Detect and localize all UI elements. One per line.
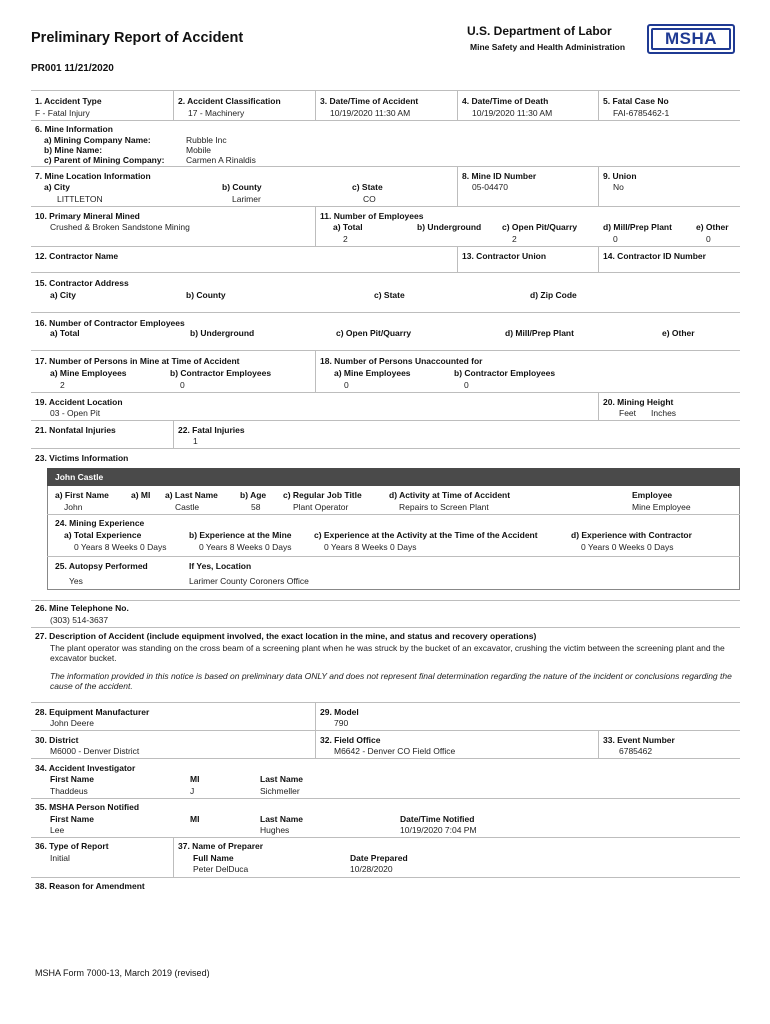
model-value: 790 (334, 718, 349, 728)
county-label: b) County (222, 182, 262, 192)
employees-label: 11. Number of Employees (320, 211, 424, 221)
form-footer: MSHA Form 7000-13, March 2019 (revised) (35, 968, 210, 978)
victim-employee-label: Employee (632, 490, 673, 500)
contractor-other-label: e) Other (662, 328, 695, 338)
victim-first-value: John (64, 502, 83, 512)
emp-open-value: 2 (512, 234, 517, 244)
accident-type-value: F - Fatal Injury (35, 108, 90, 118)
notified-label: 35. MSHA Person Notified (35, 802, 140, 812)
dept-name: U.S. Department of Labor (467, 24, 612, 38)
district-value: M6000 - Denver District (50, 746, 140, 756)
contractor-mill-label: d) Mill/Prep Plant (505, 328, 574, 338)
divider (31, 206, 740, 207)
state-value: CO (363, 194, 376, 204)
persons-contr-emp-label: b) Contractor Employees (170, 368, 272, 378)
victim-name-bar (47, 468, 740, 486)
exp-total-value: 0 Years 8 Weeks 0 Days (74, 542, 167, 552)
unaccounted-mine-label: a) Mine Employees (334, 368, 411, 378)
emp-total-value: 2 (343, 234, 348, 244)
victim-last-label: a) Last Name (165, 490, 218, 500)
notified-last-label: Last Name (260, 814, 303, 824)
divider (31, 837, 740, 838)
victim-job-label: c) Regular Job Title (283, 490, 362, 500)
accident-type-label: 1. Accident Type (35, 96, 102, 106)
unaccounted-contr-value: 0 (464, 380, 469, 390)
victim-name: John Castle (55, 472, 104, 482)
exp-total-label: a) Total Experience (64, 530, 142, 540)
emp-other-label: e) Other (696, 222, 729, 232)
county-value: Larimer (232, 194, 261, 204)
description-text: The plant operator was standing on the cross beam of a screening plant when he was struck by the bucket of an excavator, crushing the victim between the screening plant and the excavator bucket. (50, 643, 725, 663)
contractor-open-label: c) Open Pit/Quarry (336, 328, 412, 338)
divider (31, 90, 740, 91)
divider (47, 514, 740, 515)
report-type-label: 36. Type of Report (35, 841, 109, 851)
victim-age-label: b) Age (240, 490, 267, 500)
exp-contractor-value: 0 Years 0 Weeks 0 Days (581, 542, 674, 552)
contractor-id-label: 14. Contractor ID Number (603, 251, 706, 261)
exp-contractor-label: d) Experience with Contractor (571, 530, 692, 540)
death-datetime-value: 10/19/2020 11:30 AM (472, 108, 553, 118)
contractor-union-label: 13. Contractor Union (462, 251, 547, 261)
msha-logo-text: MSHA (651, 28, 731, 50)
victim-first-label: a) First Name (55, 490, 109, 500)
divider (173, 90, 174, 120)
divider (47, 556, 740, 557)
divider (31, 798, 740, 799)
persons-contr-emp-value: 0 (180, 380, 185, 390)
divider (31, 312, 740, 313)
investigator-label: 34. Accident Investigator (35, 763, 136, 773)
field-office-value: M6642 - Denver CO Field Office (334, 746, 456, 756)
divider (31, 702, 740, 703)
feet-label: Feet (619, 408, 637, 418)
divider (315, 730, 316, 758)
divider (31, 730, 740, 731)
date-prepared-label: Date Prepared (350, 853, 408, 863)
autopsy-label: 25. Autopsy Performed (55, 561, 148, 571)
fatal-value: 1 (193, 436, 198, 446)
msha-logo (647, 24, 735, 54)
model-label: 29. Model (320, 707, 359, 717)
inches-label: Inches (651, 408, 677, 418)
investigator-last-label: Last Name (260, 774, 303, 784)
divider (598, 166, 599, 206)
divider (31, 758, 740, 759)
mine-id-value: 05-04470 (472, 182, 508, 192)
emp-mill-label: d) Mill/Prep Plant (603, 222, 672, 232)
divider (31, 392, 740, 393)
investigator-last-value: Sichmeller (260, 786, 300, 796)
contractor-total-label: a) Total (50, 328, 80, 338)
preparer-full-value: Peter DelDuca (193, 864, 249, 874)
emp-mill-value: 0 (613, 234, 618, 244)
page-title: Preliminary Report of Accident (31, 30, 244, 46)
city-value: LITTLETON (57, 194, 103, 204)
contractor-under-label: b) Underground (190, 328, 255, 338)
fatal-case-label: 5. Fatal Case No (603, 96, 669, 106)
divider (31, 272, 740, 273)
mine-name-value: Mobile (186, 145, 212, 155)
preparer-label: 37. Name of Preparer (178, 841, 264, 851)
investigator-mi-label: MI (190, 774, 200, 784)
contractor-zip-label: d) Zip Code (530, 290, 577, 300)
exp-activity-label: c) Experience at the Activity at the Time of the Accident (314, 530, 538, 540)
autopsy-location-value: Larimer County Coroners Office (189, 576, 309, 586)
divider (598, 392, 599, 420)
investigator-first-value: Thaddeus (50, 786, 88, 796)
divider (31, 600, 740, 601)
preliminary-notice: The information provided in this notice is based on preliminary data ONLY and does not represent final determination regarding the nature of the incident or conclusions regarding the cause of the accident. (50, 671, 732, 691)
exp-mine-label: b) Experience at the Mine (189, 530, 292, 540)
contractor-state-label: c) State (374, 290, 405, 300)
persons-label: 17. Number of Persons in Mine at Time of Accident (35, 356, 240, 366)
contractor-addr-label: 15. Contractor Address (35, 278, 129, 288)
divider (31, 877, 740, 878)
mine-name-label: b) Mine Name: (44, 145, 103, 155)
emp-total-label: a) Total (333, 222, 363, 232)
autopsy-value: Yes (69, 576, 83, 586)
emp-open-label: c) Open Pit/Quarry (502, 222, 578, 232)
persons-mine-emp-value: 2 (60, 380, 65, 390)
persons-mine-emp-label: a) Mine Employees (50, 368, 127, 378)
contractor-name-label: 12. Contractor Name (35, 251, 119, 261)
victim-mi-label: a) MI (131, 490, 151, 500)
date-prepared-value: 10/28/2020 (350, 864, 393, 874)
divider (315, 206, 316, 246)
report-id: PR001 11/21/2020 (31, 63, 114, 74)
divider (173, 837, 174, 877)
event-number-label: 33. Event Number (603, 735, 675, 745)
mineral-value: Crushed & Broken Sandstone Mining (50, 222, 190, 232)
divider (315, 350, 316, 392)
event-number-value: 6785462 (619, 746, 653, 756)
divider (31, 627, 740, 628)
company-name-label: a) Mining Company Name: (44, 135, 151, 145)
victim-employee-value: Mine Employee (632, 502, 691, 512)
autopsy-location-label: If Yes, Location (189, 561, 252, 571)
divider (598, 90, 599, 120)
exp-mine-value: 0 Years 8 Weeks 0 Days (199, 542, 292, 552)
investigator-first-label: First Name (50, 774, 94, 784)
parent-company-value: Carmen A Rinaldis (186, 155, 256, 165)
divider (31, 166, 740, 167)
unaccounted-mine-value: 0 (344, 380, 349, 390)
victim-card (47, 468, 740, 590)
amendment-label: 38. Reason for Amendment (35, 881, 145, 891)
unaccounted-label: 18. Number of Persons Unaccounted for (320, 356, 483, 366)
agency-name: Mine Safety and Health Administration (470, 42, 626, 52)
notified-mi-label: MI (190, 814, 200, 824)
accident-datetime-label: 3. Date/Time of Accident (320, 96, 419, 106)
location-label: 7. Mine Location Information (35, 171, 151, 181)
notified-first-label: First Name (50, 814, 94, 824)
divider (31, 448, 740, 449)
unaccounted-contr-label: b) Contractor Employees (454, 368, 556, 378)
victims-label: 23. Victims Information (35, 453, 129, 463)
notified-dt-label: Date/Time Notified (400, 814, 475, 824)
parent-company-label: c) Parent of Mining Company: (44, 155, 165, 165)
emp-under-label: b) Underground (417, 222, 482, 232)
mining-exp-label: 24. Mining Experience (55, 518, 145, 528)
notified-dt-value: 10/19/2020 7:04 PM (400, 825, 477, 835)
divider (457, 166, 458, 206)
field-office-label: 32. Field Office (320, 735, 381, 745)
acc-location-label: 19. Accident Location (35, 397, 123, 407)
state-label: c) State (352, 182, 383, 192)
divider (31, 246, 740, 247)
divider (31, 420, 740, 421)
divider (31, 350, 740, 351)
phone-value: (303) 514-3637 (50, 615, 109, 625)
nonfatal-label: 21. Nonfatal Injuries (35, 425, 116, 435)
victim-activity-label: d) Activity at Time of Accident (389, 490, 511, 500)
mineral-label: 10. Primary Mineral Mined (35, 211, 140, 221)
acc-location-value: 03 - Open Pit (50, 408, 101, 418)
preparer-full-label: Full Name (193, 853, 234, 863)
divider (315, 90, 316, 120)
investigator-mi-value: J (190, 786, 195, 796)
divider (31, 120, 740, 121)
victim-activity-value: Repairs to Screen Plant (399, 502, 489, 512)
company-name-value: Rubble Inc (186, 135, 227, 145)
accident-class-value: 17 - Machinery (188, 108, 245, 118)
contractor-county-label: b) County (186, 290, 226, 300)
victim-age-value: 58 (251, 502, 261, 512)
city-label: a) City (44, 182, 70, 192)
report-type-value: Initial (50, 853, 70, 863)
district-label: 30. District (35, 735, 79, 745)
accident-class-label: 2. Accident Classification (178, 96, 281, 106)
divider (457, 246, 458, 272)
union-label: 9. Union (603, 171, 637, 181)
mining-height-label: 20. Mining Height (603, 397, 674, 407)
divider (457, 90, 458, 120)
victim-last-value: Castle (175, 502, 200, 512)
mine-info-label: 6. Mine Information (35, 124, 113, 134)
description-label: 27. Description of Accident (include equipment involved, the exact location in the mine, and status and recovery operations) (35, 631, 537, 641)
death-datetime-label: 4. Date/Time of Death (462, 96, 549, 106)
equipment-mfr-label: 28. Equipment Manufacturer (35, 707, 150, 717)
notified-last-value: Hughes (260, 825, 290, 835)
mine-id-label: 8. Mine ID Number (462, 171, 537, 181)
victim-job-value: Plant Operator (293, 502, 349, 512)
fatal-label: 22. Fatal Injuries (178, 425, 245, 435)
equipment-mfr-value: John Deere (50, 718, 94, 728)
divider (315, 702, 316, 730)
contractor-city-label: a) City (50, 290, 76, 300)
emp-other-value: 0 (706, 234, 711, 244)
exp-activity-value: 0 Years 8 Weeks 0 Days (324, 542, 417, 552)
notified-first-value: Lee (50, 825, 65, 835)
phone-label: 26. Mine Telephone No. (35, 603, 129, 613)
divider (598, 246, 599, 272)
contractor-emp-label: 16. Number of Contractor Employees (35, 318, 185, 328)
accident-datetime-value: 10/19/2020 11:30 AM (330, 108, 411, 118)
divider (598, 730, 599, 758)
divider (173, 420, 174, 448)
fatal-case-value: FAI-6785462-1 (613, 108, 670, 118)
union-value: No (613, 182, 624, 192)
